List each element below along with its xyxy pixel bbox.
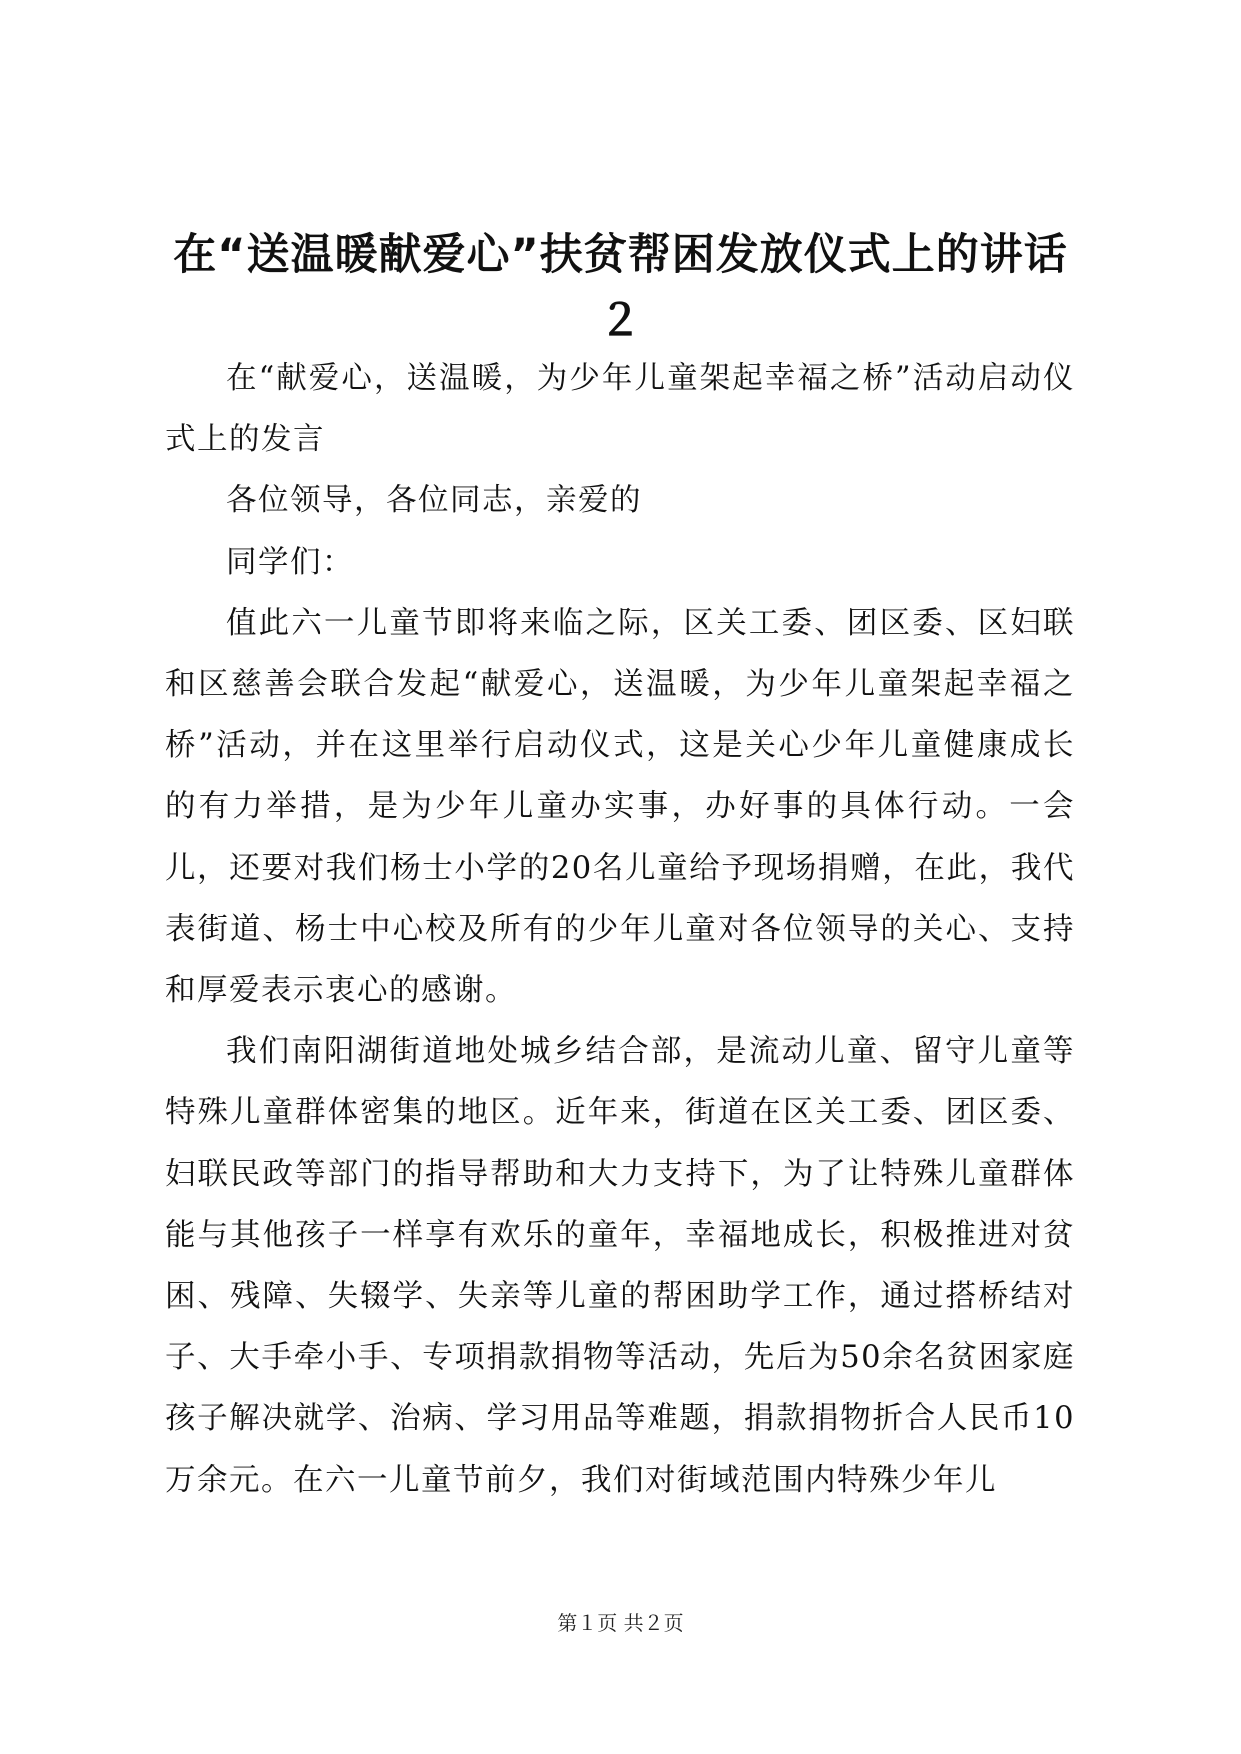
paragraph-subtitle: 在“献爱心，送温暖，为少年儿童架起幸福之桥”活动启动仪式上的发言 xyxy=(165,361,1075,458)
paragraph-salutation: 同学们： xyxy=(226,544,354,580)
paragraph-greeting: 各位领导，各位同志，亲爱的 xyxy=(226,483,642,519)
page-number-footer: 第１页 共２页 xyxy=(557,1611,684,1635)
paragraph-body: 我们南阳湖街道地处城乡结合部，是流动儿童、留守儿童等特殊儿童群体密集的地区。近年来，街道在区关工委、团区委、妇联民政等部门的指导帮助和大力支持下，为了让特殊儿童群体能与其他孩子一样享有欢乐的童年，幸福地成长，积极推进对贫困、残障、失辍学、失亲等儿童的帮困助学工作，通过搭桥结对子、大手牵小手、专项捐款捐物等活动，先后为50余名贫困家庭孩子解决就学、治病、学习用品等难题，捐款捐物折合人民币10万余元。在六一儿童节前夕，我们对街域范围内特殊少年儿 xyxy=(165,1034,1075,1498)
document-title: 在“送温暖献爱心”扶贫帮困发放仪式上的讲话２ xyxy=(173,230,1068,346)
document-body xyxy=(165,348,1075,1511)
paragraph-body: 值此六一儿童节即将来临之际，区关工委、团区委、区妇联和区慈善会联合发起“献爱心，送温暖，为少年儿童架起幸福之桥”活动，并在这里举行启动仪式，这是关心少年儿童健康成长的有力举措，是为少年儿童办实事，办好事的具体行动。一会儿，还要对我们杨士小学的20名儿童给予现场捐赠，在此，我代表街道、杨士中心校及所有的少年儿童对各位领导的关心、支持和厚爱表示衷心的感谢。 xyxy=(165,605,1075,1009)
